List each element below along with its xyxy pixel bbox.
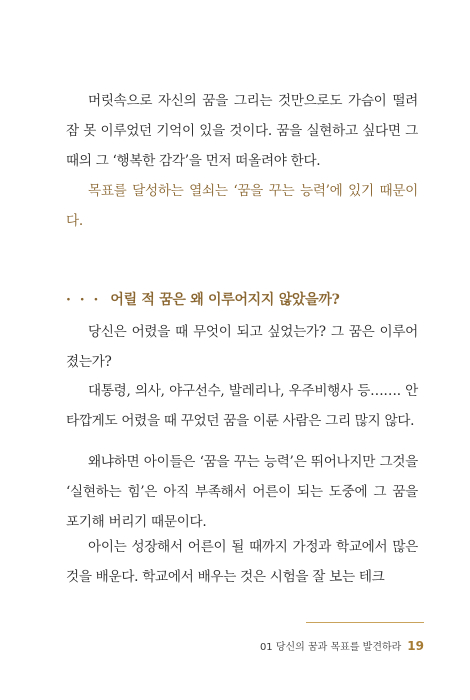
intro-paragraph-2: 목표를 달성하는 열쇠는 ‘꿈을 꾸는 능력’에 있기 때문이다. — [66, 183, 418, 229]
body-paragraph-4: 아이는 성장해서 어른이 될 때까지 가정과 학교에서 많은 것을 배운다. 학교에서 배우는 것은 시험을 잘 보는 테크 — [66, 539, 418, 585]
section-heading — [66, 287, 426, 313]
intro-paragraph-1: 머릿속으로 자신의 꿈을 그리는 것만으로도 가슴이 떨려 잠 못 이루었던 기억이 있을 것이다. 꿈을 실현하고 싶다면 그때의 그 ‘행복한 감각’을 먼저 떠올려야 한다. — [66, 93, 418, 169]
body-paragraph-3: 왜냐하면 아이들은 ‘꿈을 꾸는 능력’은 뛰어나지만 그것을 ‘실현하는 힘’은 아직 부족해서 어른이 되는 도중에 그 꿈을 포기해 버리기 때문이다. — [66, 454, 418, 530]
body-paragraph-2: 대통령, 의사, 야구선수, 발레리나, 우주비행사 등……. 안타깝게도 어렸을 때 꾸었던 꿈을 이룬 사람은 그리 많지 않다. — [66, 383, 418, 429]
chapter-title: 01 당신의 꿈과 목표를 발견하라 — [259, 642, 402, 653]
heading-bullet: · · · — [66, 292, 101, 308]
footer-divider — [306, 622, 424, 623]
page-number: 19 — [407, 639, 424, 653]
heading-text: 어릴 적 꿈은 왜 이루어지지 않았을까? — [110, 292, 340, 308]
running-footer — [260, 638, 424, 653]
body-paragraph-1: 당신은 어렸을 때 무엇이 되고 싶었는가? 그 꿈은 이루어졌는가? — [66, 324, 418, 370]
